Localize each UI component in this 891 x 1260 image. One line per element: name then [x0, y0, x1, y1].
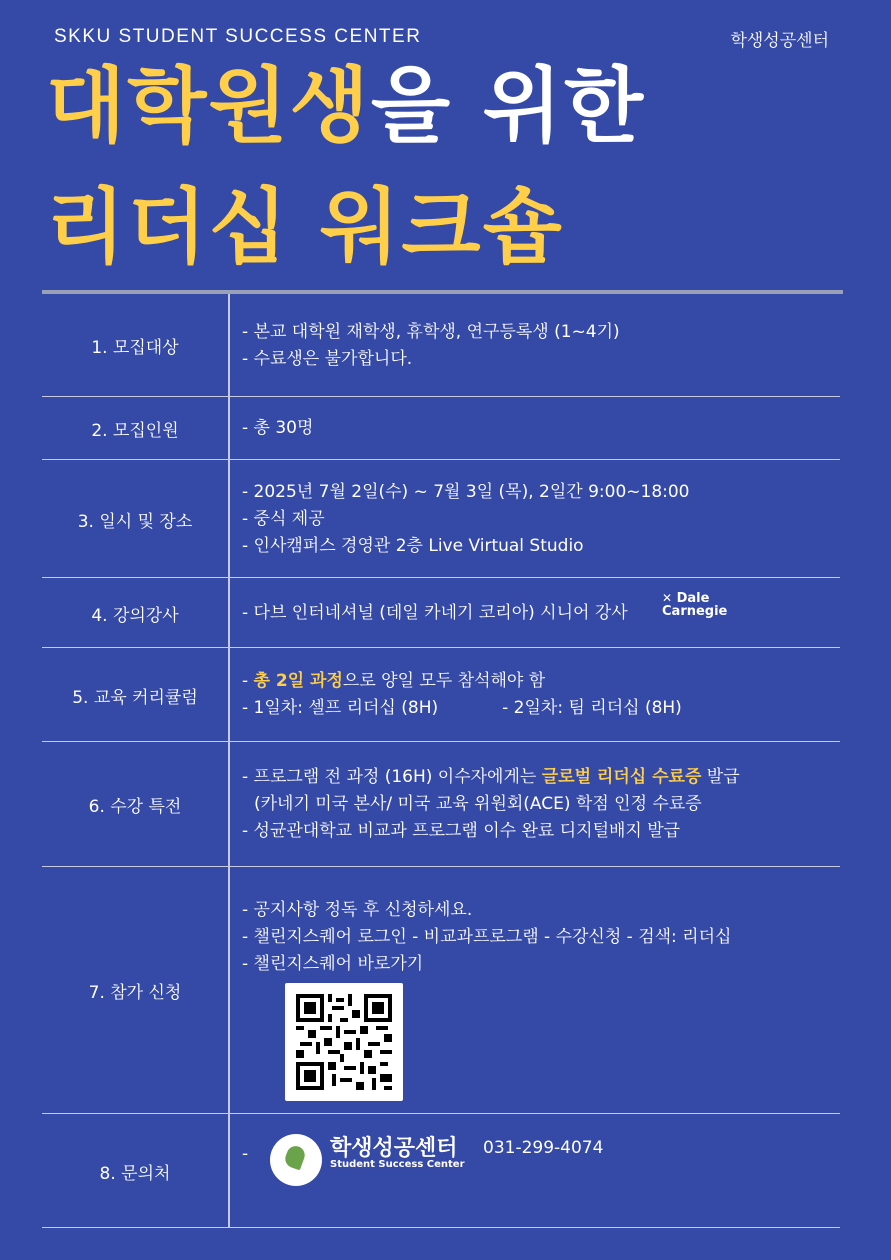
row-content — [242, 397, 830, 460]
title-line-1 — [46, 59, 646, 154]
row-text: - 챌린지스퀘어 바로가기 — [242, 954, 424, 974]
center-korean-name: 학생성공센터 — [730, 31, 829, 51]
row-label: 1. 모집대상 — [91, 338, 179, 358]
row-text: - 인사캠퍼스 경영관 2층 Live Virtual Studio — [242, 535, 584, 556]
highlight-text: 글로벌 리더십 수료증 — [541, 767, 702, 787]
title-rest: 을 위한 — [370, 59, 646, 154]
ginkgo-leaf-icon — [283, 1144, 307, 1171]
table-row-contact — [42, 1114, 840, 1228]
highlight-text: 총 2일 과정 — [253, 671, 343, 691]
table-row-schedule-place — [42, 460, 840, 578]
row-content — [242, 867, 830, 978]
center-logo-name: 학생성공센터 — [330, 1136, 458, 1161]
qr-code-icon — [296, 994, 392, 1090]
row-label: 5. 교육 커리큘럼 — [72, 687, 198, 708]
row-text: (카네기 미국 본사/ 미국 교육 위원회(ACE) 학점 인정 수료증 — [254, 794, 702, 814]
row-text: - 본교 대학원 재학생, 휴학생, 연구등록생 (1~4기) — [242, 321, 620, 342]
row-text: - 2025년 7월 2일(수) ~ 7월 3일 (목), 2일간 9:00~18:00 — [242, 481, 690, 502]
row-content — [242, 294, 830, 397]
dale-carnegie-logo — [662, 592, 727, 618]
challenge-square-qr-code[interactable] — [285, 983, 403, 1101]
row-text — [242, 695, 830, 722]
row-content — [242, 460, 830, 578]
row-text: - — [242, 1144, 249, 1164]
row-text: - 챌린지스퀘어 로그인 - 비교과프로그램 - 수강신청 - 검색: 리더십 — [242, 927, 732, 947]
row-label: 6. 수강 특전 — [88, 797, 182, 817]
row-content — [242, 578, 830, 648]
row-text: - 중식 제공 — [242, 508, 325, 529]
row-divider — [42, 1227, 840, 1228]
row-content — [242, 648, 830, 742]
title-highlight: 대학원생 — [46, 59, 371, 154]
row-label: 7. 참가 신청 — [88, 983, 182, 1003]
skku-emblem-icon — [270, 1134, 322, 1186]
table-row-benefits — [42, 742, 840, 867]
row-text: - 총 2일 과정으로 양일 모두 참석해야 함 — [242, 671, 546, 691]
bow-icon: ✕ — [662, 591, 673, 605]
table-row-curriculum — [42, 648, 840, 742]
row-label: 2. 모집인원 — [91, 421, 179, 441]
center-logo-english: Student Success Center — [330, 1159, 465, 1170]
table-row-recruit-target — [42, 294, 840, 397]
title-line-2: 리더십 워크숍 — [46, 180, 564, 275]
row-content — [242, 742, 830, 867]
table-row-recruit-count — [42, 397, 840, 460]
contact-phone: 031-299-4074 — [483, 1138, 604, 1158]
center-english-name: SKKU STUDENT SUCCESS CENTER — [54, 26, 422, 47]
day1-text: - 1일차: 셀프 리더십 (8H) — [242, 698, 439, 718]
dale-carnegie-logo-text: Carnegie — [662, 604, 728, 619]
dale-carnegie-logo-text: ✕ Dale — [662, 591, 710, 606]
row-text: - 공지사항 정독 후 신청하세요. — [242, 900, 473, 920]
table-row-application — [42, 867, 840, 1114]
day2-text: - 2일차: 팀 리더십 (8H) — [502, 698, 682, 718]
row-text: - 프로그램 전 과정 (16H) 이수자에게는 글로벌 리더십 수료증 발급 — [242, 767, 740, 787]
row-text: - 총 30명 — [242, 418, 314, 438]
row-label: 3. 일시 및 장소 — [77, 511, 193, 532]
row-text: - 수료생은 불가합니다. — [242, 348, 413, 369]
row-label: 8. 문의처 — [99, 1163, 171, 1184]
row-text: - 다브 인터네셔널 (데일 카네기 코리아) 시니어 강사 — [242, 602, 628, 623]
row-text: - 성균관대학교 비교과 프로그램 이수 완료 디지털배지 발급 — [242, 821, 681, 841]
table-row-instructor — [42, 578, 840, 648]
row-label: 4. 강의강사 — [91, 605, 179, 626]
